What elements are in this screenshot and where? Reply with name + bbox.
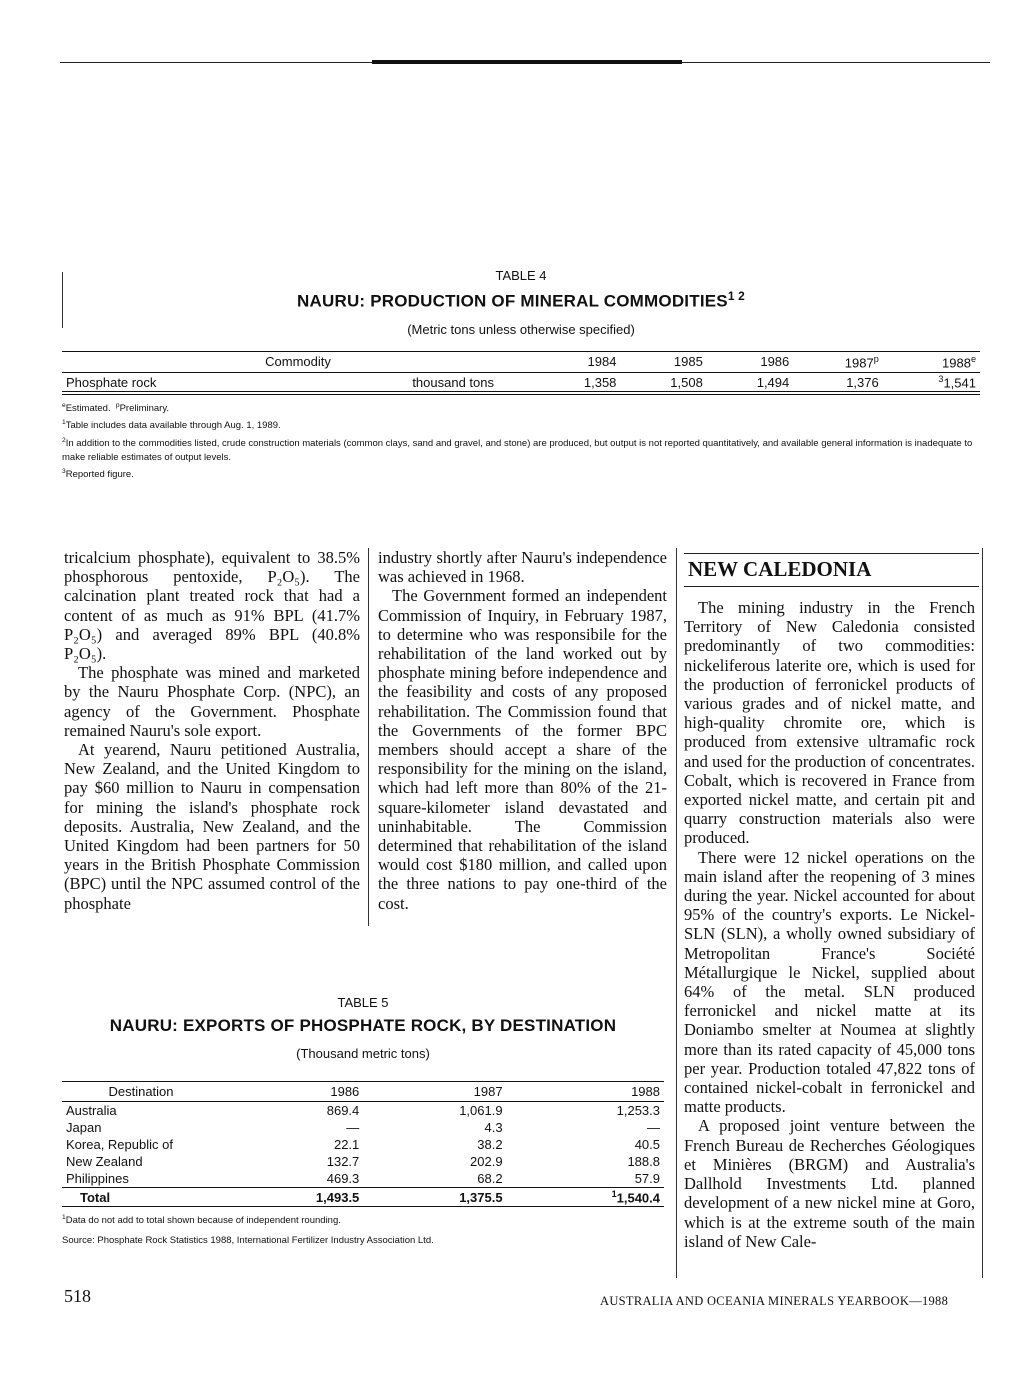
table5-cell: 469.3 — [326, 1171, 360, 1186]
table5-cell: 1,061.9 — [459, 1103, 503, 1118]
col1-paragraph-1: tricalcium phosphate), equivalent to 38.5% phosphorous pentoxide, P₂O₅). The calcination plant treated rock that had a content of as much as 91% BPL (41.7% P₂O₅) and averaged 89% BPL (40.8% P₂O₅). — [64, 548, 360, 664]
table4-title-sup: 1 2 — [727, 289, 745, 303]
column-rule-2 — [676, 548, 677, 1278]
table5-cell: 202.9 — [470, 1154, 503, 1169]
table5-grid — [62, 1081, 664, 1207]
table4-commodity-cell: Phosphate rock — [66, 374, 157, 390]
table5-subtitle: (Thousand metric tons) — [296, 1046, 430, 1061]
table4-subtitle: (Metric tons unless otherwise specified) — [407, 321, 635, 337]
table5-cell: 40.5 — [634, 1137, 660, 1152]
table4-unit-cell: thousand tons — [412, 374, 494, 390]
table-row — [62, 1136, 664, 1153]
table4-footnote-ep: $^e$Estimated. $^p$Preliminary. — [62, 402, 170, 415]
table4-cell-1988: $^3$1,541 — [938, 373, 976, 391]
table5-cell: 1,253.3 — [616, 1103, 660, 1118]
table4-header-1984: 1984 — [534, 351, 620, 372]
table-row — [62, 1153, 664, 1170]
table5-cell: 4.3 — [484, 1120, 503, 1135]
table5-title: NAURU: EXPORTS OF PHOSPHATE ROCK, BY DESTINATION — [109, 1016, 617, 1035]
table5-total-row — [62, 1188, 664, 1207]
column-rule-1 — [368, 548, 369, 926]
table4-title: NAURU: PRODUCTION OF MINERAL $COMMODITIES^{1 2}$ — [297, 289, 745, 311]
body-column-2 — [378, 548, 667, 913]
col1-paragraph-3: At yearend, Nauru petitioned Australia, New Zealand, and the United Kingdom to pay $60 million to Nauru in compensation for mining the island's phosphate rock deposits. Australia, New Zealand, and the United Kingdom had been partners for 50 years in the British Phosphate Commission (BPC) until the NPC assumed control of the phosphate — [64, 740, 360, 913]
table-row — [62, 1119, 664, 1136]
table5-cell: 188.8 — [627, 1154, 660, 1169]
table4-footnote-1: $^1$Table includes data available through Aug. 1, 1989. — [62, 419, 281, 432]
table5 — [62, 995, 664, 1248]
table-row — [62, 1170, 664, 1188]
table5-footnote: $^1$Data do not add to total shown because of independent rounding. — [62, 1214, 341, 1227]
table5-cell: 57.9 — [634, 1171, 660, 1186]
table5-total-label: Total — [80, 1189, 111, 1205]
col3-paragraph-1: The mining industry in the French Territory of New Caledonia consisted predominantly of two commodities: nickeliferous laterite ore, which is used for the production of ferronickel products of various grades and of nickel matte, and high-quality chromite ore, which is produced from extensive ultramafic rock and used for the production of concentrates. Cobalt, which is recovered in France from exported nickel matte, and certain pit and quarry construction materials also were produced. — [684, 598, 975, 848]
col2-paragraph-1: industry shortly after Nauru's independence was achieved in 1968. — [378, 548, 667, 587]
table5-cell: 68.2 — [477, 1171, 503, 1186]
table4-header-1987: 1987$^p$ — [793, 351, 882, 372]
col1-paragraph-2: The phosphate was mined and marketed by the Nauru Phosphate Corp. (NPC), an agency of the Government. Phosphate remained Nauru's sole export. — [64, 663, 360, 740]
table5-header-1988: 1988 — [507, 1082, 664, 1102]
table5-cell: Australia — [66, 1103, 117, 1118]
table5-cell: 38.2 — [477, 1137, 503, 1152]
table4-footnote-2: $^2$In addition to the commodities listed, crude construction materials (common clays, sand and gravel, and stone) are produced, but output is not reported quantitatively, and available general information is inadequate to make reliable estimates of output levels. — [62, 436, 973, 463]
table5-cell: New Zealand — [66, 1154, 143, 1169]
table4-caption: TABLE 4 — [495, 268, 547, 283]
table5-caption: TABLE 5 — [337, 995, 389, 1010]
table4-cell-1985: 1,508 — [670, 374, 703, 390]
table4-header-1986: 1986 — [707, 351, 793, 372]
table5-source: Source: Phosphate Rock Statistics 1988, International Fertilizer Industry Association Ltd. — [62, 1235, 434, 1247]
table5-cell: Japan — [66, 1120, 102, 1135]
table5-header-row — [62, 1082, 664, 1102]
table5-cell: Philippines — [66, 1171, 129, 1186]
table4-cell-1987: 1,376 — [846, 374, 879, 390]
table5-cell: — — [346, 1120, 360, 1135]
table-row — [62, 1102, 664, 1120]
table5-cell: Korea, Republic of — [66, 1137, 173, 1152]
table5-cell: — — [647, 1120, 660, 1135]
table5-total-1987: 1,375.5 — [459, 1189, 503, 1205]
col2-paragraph-2: The Government formed an independent Commission of Inquiry, in February 1987, to determine who was responsibile for the rehabilitation of the land worked out by phosphate mining before independence and the feasibility and costs of any proposed rehabilitation. The Commission found that the Governments of the former BPC members should accept a share of the responsibility for the mining on the island, which had left more than 80% of the 21-square-kilometer island devastated and uninhabitable. The Commission determined that rehabilitation of the island would cost $180 million, and called upon the three nations to pay one-third of the cost. — [378, 586, 667, 913]
table4-footnote-3: $^3$Reported figure. — [62, 467, 134, 480]
body-column-3 — [684, 598, 975, 1251]
section-heading-new-caledonia: NEW CALEDONIA — [684, 553, 979, 587]
table5-total-1986: 1,493.5 — [315, 1189, 360, 1205]
table4-footnotes — [62, 394, 980, 482]
table4-header-1985: 1985 — [620, 351, 706, 372]
body-column-1 — [64, 548, 360, 913]
table4-grid — [62, 351, 980, 393]
column-rule-3 — [982, 548, 983, 1278]
page-number: 518 — [64, 1286, 91, 1306]
table5-cell: 22.1 — [333, 1137, 360, 1152]
table-row — [62, 372, 980, 391]
table5-header-destination: Destination — [62, 1082, 220, 1102]
top-bar — [372, 60, 682, 64]
table5-header-1986: 1986 — [220, 1082, 363, 1102]
col3-paragraph-2: There were 12 nickel operations on the main island after the reopening of 3 mines during the year. Nickel accounted for about 95% of the country's exports. Le Nickel-SLN (SLN), a wholly owned subsidiary of Metropolitan France's Société Métallurgique le Nickel, supplied about 64% of the metal. SLN produced ferronickel and nickel matte at its Doniambo smelter at Noumea at slightly more than its rated capacity of 45,000 tons per year. Production totaled 47,822 tons of contained nickel-cobalt in ferronickel and matte products. — [684, 847, 975, 1117]
table5-total-1988: $^1$1,540.4 — [611, 1189, 660, 1206]
table4-header-commodity: Commodity — [62, 351, 534, 372]
col3-paragraph-3: A proposed joint venture between the French Bureau de Recherches Géologiques et Minières (BRGM) and Australia's Dallhold Investments Ltd. planned development of a new nickel mine at Goro, which is at the extreme south of the main island of New Cale- — [684, 1116, 975, 1251]
table4 — [62, 268, 980, 482]
table5-cell: 132.7 — [326, 1154, 360, 1169]
table4-header-1988: 1988e — [883, 351, 980, 372]
running-head: AUSTRALIA AND OCEANIA MINERALS YEARBOOK—1988 — [600, 1294, 949, 1308]
table4-cell-1986: 1,494 — [756, 374, 790, 390]
table5-cell: 869.4 — [326, 1103, 360, 1118]
table4-cell-1984: 1,358 — [583, 374, 617, 390]
table5-header-1987: 1987 — [363, 1082, 506, 1102]
table4-header-row — [62, 351, 980, 372]
